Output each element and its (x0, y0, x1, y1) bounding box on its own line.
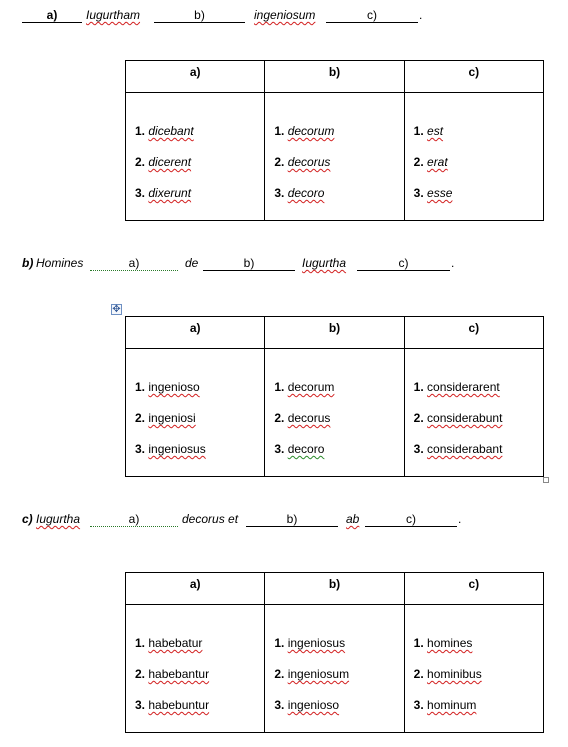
table-c-column-c (404, 605, 543, 733)
blank-b[interactable] (246, 512, 338, 527)
blank-c-label: c) (406, 512, 416, 526)
table-b-header-c: c) (404, 317, 543, 349)
option-item[interactable]: 3. ingenioso (274, 698, 340, 712)
options-table-a (125, 60, 544, 221)
option-item[interactable]: 3. esse (413, 186, 453, 200)
option-item[interactable]: 2. erat (413, 155, 448, 169)
table-b-column-a (126, 349, 265, 477)
option-item[interactable]: 2. decorus (274, 411, 331, 425)
option-item[interactable]: 3. decoro (274, 442, 325, 456)
options-table-c (125, 572, 544, 733)
sentence-c-word-2: decorus et (182, 512, 239, 526)
sentence-b-word-3: Iugurtha (302, 256, 347, 270)
blank-c-label: c) (367, 8, 377, 22)
sentence-b-label: b) (22, 256, 34, 270)
option-item[interactable]: 1. homines (413, 636, 473, 650)
option-item[interactable]: 3. hominum (413, 698, 477, 712)
option-item[interactable]: 2. dicerent (135, 155, 192, 169)
table-a-column-a (126, 93, 265, 221)
option-item[interactable]: 1. decorum (274, 124, 335, 138)
sentence-c-word-3: ab (346, 512, 360, 526)
option-item[interactable]: 1. ingenioso (135, 380, 200, 394)
sentence-c-word-1: Iugurtha (36, 512, 81, 526)
table-c-header-a: a) (126, 573, 265, 605)
table-a-header-a: a) (126, 61, 265, 93)
table-b-column-b (265, 349, 404, 477)
option-item[interactable]: 3. considerabant (413, 442, 503, 456)
option-item[interactable]: 2. considerabunt (413, 411, 503, 425)
blank-c[interactable] (365, 512, 457, 527)
table-c-header-b: b) (265, 573, 404, 605)
option-item[interactable]: 1. decorum (274, 380, 335, 394)
blank-c-label: c) (398, 256, 409, 270)
table-c-header-c: c) (404, 573, 543, 605)
sentence-b-end: . (451, 256, 455, 270)
option-item[interactable]: 1. habebatur (135, 636, 203, 650)
sentence-c (0, 512, 568, 532)
option-item[interactable]: 1. ingeniosus (274, 636, 346, 650)
sentence-c-end: . (458, 512, 462, 526)
blank-c[interactable] (326, 8, 418, 23)
blank-a-label: a) (128, 256, 140, 270)
option-item[interactable]: 2. ingeniosi (135, 411, 196, 425)
blank-a[interactable] (90, 256, 178, 271)
sentence-a (0, 8, 568, 28)
blank-b-label: b) (243, 256, 255, 270)
blank-c[interactable] (357, 256, 450, 271)
options-table-b (125, 316, 544, 477)
resize-handle-icon[interactable] (543, 477, 549, 483)
blank-a-label: a) (128, 512, 140, 526)
sentence-a-word-2: ingeniosum (254, 8, 316, 22)
option-item[interactable]: 1. dicebant (135, 124, 194, 138)
option-item[interactable]: 1. considerarent (413, 380, 500, 394)
table-a-header-c: c) (404, 61, 543, 93)
option-item[interactable]: 2. ingeniosum (274, 667, 350, 681)
table-a-header-b: b) (265, 61, 404, 93)
sentence-b-word-2: de (185, 256, 199, 270)
option-item[interactable]: 3. ingeniosus (135, 442, 206, 456)
option-item[interactable]: 2. habebantur (135, 667, 210, 681)
sentence-a-label: a) (46, 8, 58, 22)
blank-b-label: b) (286, 512, 298, 526)
table-b-header-a: a) (126, 317, 265, 349)
sentence-b-word-1: Homines (36, 256, 84, 270)
option-item[interactable]: 3. habebuntur (135, 698, 210, 712)
sentence-c-label: c) (22, 512, 33, 526)
blank-a[interactable] (90, 512, 178, 527)
option-item[interactable]: 3. dixerunt (135, 186, 192, 200)
blank-b-label: b) (194, 8, 205, 22)
table-c-column-a (126, 605, 265, 733)
sentence-a-word-1: Iugurtham (86, 8, 141, 22)
blank-b[interactable] (154, 8, 245, 23)
option-item[interactable]: 2. decorus (274, 155, 331, 169)
table-b-column-c (404, 349, 543, 477)
table-c-column-b (265, 605, 404, 733)
blank-a-label[interactable] (22, 8, 82, 23)
sentence-a-end: . (419, 8, 423, 22)
table-a-column-c (404, 93, 543, 221)
move-arrows-icon[interactable]: ✥ (112, 304, 121, 315)
option-item[interactable]: 3. decoro (274, 186, 325, 200)
table-a-column-b (265, 93, 404, 221)
table-b-header-b: b) (265, 317, 404, 349)
option-item[interactable]: 1. est (413, 124, 444, 138)
option-item[interactable]: 2. hominibus (413, 667, 482, 681)
blank-b[interactable] (203, 256, 295, 271)
sentence-b (0, 256, 568, 276)
